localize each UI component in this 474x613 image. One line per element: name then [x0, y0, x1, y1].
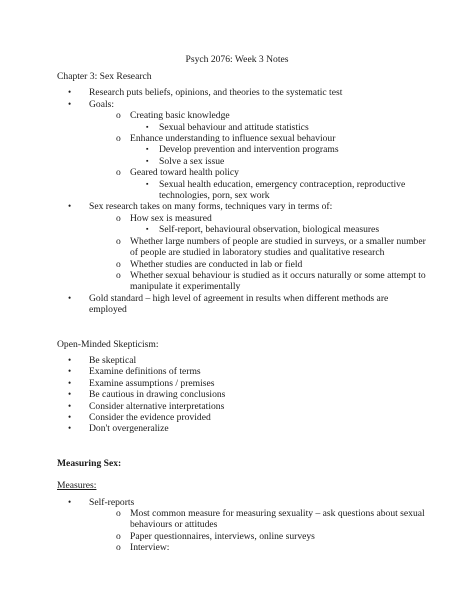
bullet-icon: • [68, 87, 72, 98]
circle-bullet-icon: o [116, 212, 121, 224]
list-item-text: Develop prevention and intervention programs [159, 144, 339, 156]
list-item [57, 259, 427, 270]
list-item [57, 167, 427, 178]
list-item-text: Sexual health education, emergency contraception, reproductive technologies, porn, sex work [159, 178, 406, 202]
list-item-text: Sex research takes on many forms, techniques vary in terms of: [89, 201, 333, 213]
bullet-icon: • [68, 423, 72, 434]
circle-bullet-icon: o [116, 508, 121, 519]
list-item-text: Don't overgeneralize [89, 423, 169, 435]
list-item-text: Geared toward health policy [130, 167, 239, 179]
list-item [57, 423, 427, 434]
section-heading-skepticism: Open-Minded Skepticism: [57, 338, 159, 350]
list-item [57, 366, 427, 377]
list-item-text: Most common measure for measuring sexuality – ask questions about sexual behaviours or attitudes [130, 508, 425, 531]
subheading-measures: Measures: [57, 480, 97, 492]
section-heading-measuring-sex: Measuring Sex: [57, 457, 122, 469]
circle-bullet-icon: o [116, 530, 121, 542]
document-title: Psych 2076: Week 3 Notes [185, 54, 289, 65]
list-item-text: Whether studies are conducted in lab or field [130, 258, 303, 270]
list-item [57, 293, 427, 316]
list-item [57, 542, 427, 553]
bullet-icon: • [68, 377, 72, 388]
list-item-text: Self-report, behavioural observation, biological measures [159, 224, 380, 236]
circle-bullet-icon: o [116, 133, 121, 145]
bullet-icon: • [68, 98, 72, 109]
list-item-text: Be skeptical [89, 354, 137, 366]
list-item-text: Consider the evidence provided [89, 411, 211, 423]
list-item-text: Enhance understanding to influence sexual behaviour [130, 133, 336, 145]
list-item-text: Goals: [89, 98, 115, 110]
list-item [57, 401, 427, 412]
bullet-icon: • [68, 400, 72, 411]
list-item [57, 355, 427, 366]
list-item [57, 378, 427, 389]
list-item [57, 87, 427, 98]
list-item-text: Self-reports [89, 496, 135, 508]
bullet-icon: • [68, 496, 72, 507]
bullet-icon: • [68, 411, 72, 422]
list-item-text: Consider alternative interpretations [89, 400, 225, 412]
list-item-text: Gold standard – high level of agreement in results when different methods are employed [89, 292, 389, 316]
list-item [57, 179, 427, 202]
list-item-text: Be cautious in drawing conclusions [89, 389, 226, 401]
list-item [57, 110, 427, 121]
list-item [57, 497, 427, 508]
list-item [57, 508, 427, 531]
list-item-text: How sex is measured [130, 212, 212, 224]
list-item [57, 144, 427, 155]
circle-bullet-icon: o [116, 235, 121, 247]
list-item [57, 531, 427, 542]
circle-bullet-icon: o [116, 542, 121, 554]
list-item [57, 224, 427, 235]
sex-research-list [57, 87, 427, 315]
list-item [57, 270, 427, 293]
circle-bullet-icon: o [116, 269, 121, 281]
list-item-text: Examine assumptions / premises [89, 377, 215, 389]
list-item-text: Interview: [130, 542, 170, 554]
list-item-text: Sexual behaviour and attitude statistics [159, 121, 309, 133]
circle-bullet-icon: o [116, 110, 121, 122]
square-bullet-icon: ▪ [146, 179, 149, 188]
bullet-icon: • [68, 292, 72, 303]
list-item [57, 412, 427, 423]
section-heading-sex-research: Chapter 3: Sex Research [57, 71, 152, 82]
square-bullet-icon: ▪ [146, 156, 149, 165]
bullet-icon: • [68, 201, 72, 212]
document-content [57, 71, 427, 554]
bullet-icon: • [68, 389, 72, 400]
list-item-text: Research puts beliefs, opinions, and theories to the systematic test [89, 87, 343, 99]
list-item [57, 99, 427, 110]
list-item [57, 213, 427, 224]
list-item-text: Paper questionnaires, interviews, online surveys [130, 530, 315, 542]
square-bullet-icon: ▪ [146, 122, 149, 131]
list-item [57, 236, 427, 259]
square-bullet-icon: ▪ [146, 145, 149, 154]
list-item [57, 156, 427, 167]
bullet-icon: • [68, 366, 72, 377]
list-item-text: Creating basic knowledge [130, 110, 230, 122]
circle-bullet-icon: o [116, 258, 121, 270]
list-item [57, 201, 427, 212]
circle-bullet-icon: o [116, 167, 121, 179]
measures-list [57, 497, 427, 554]
skepticism-list [57, 355, 427, 435]
list-item-text: Whether sexual behaviour is studied as it occurs naturally or some attempt to manipulate it experimentally [130, 269, 426, 293]
list-item [57, 133, 427, 144]
list-item [57, 389, 427, 400]
list-item-text: Solve a sex issue [159, 155, 225, 167]
square-bullet-icon: ▪ [146, 225, 149, 234]
list-item [57, 122, 427, 133]
bullet-icon: • [68, 354, 72, 365]
list-item-text: Whether large numbers of people are studied in surveys, or a smaller number of people are studied in laboratory studies and qualitative research [130, 235, 426, 259]
list-item-text: Examine definitions of terms [89, 366, 201, 378]
